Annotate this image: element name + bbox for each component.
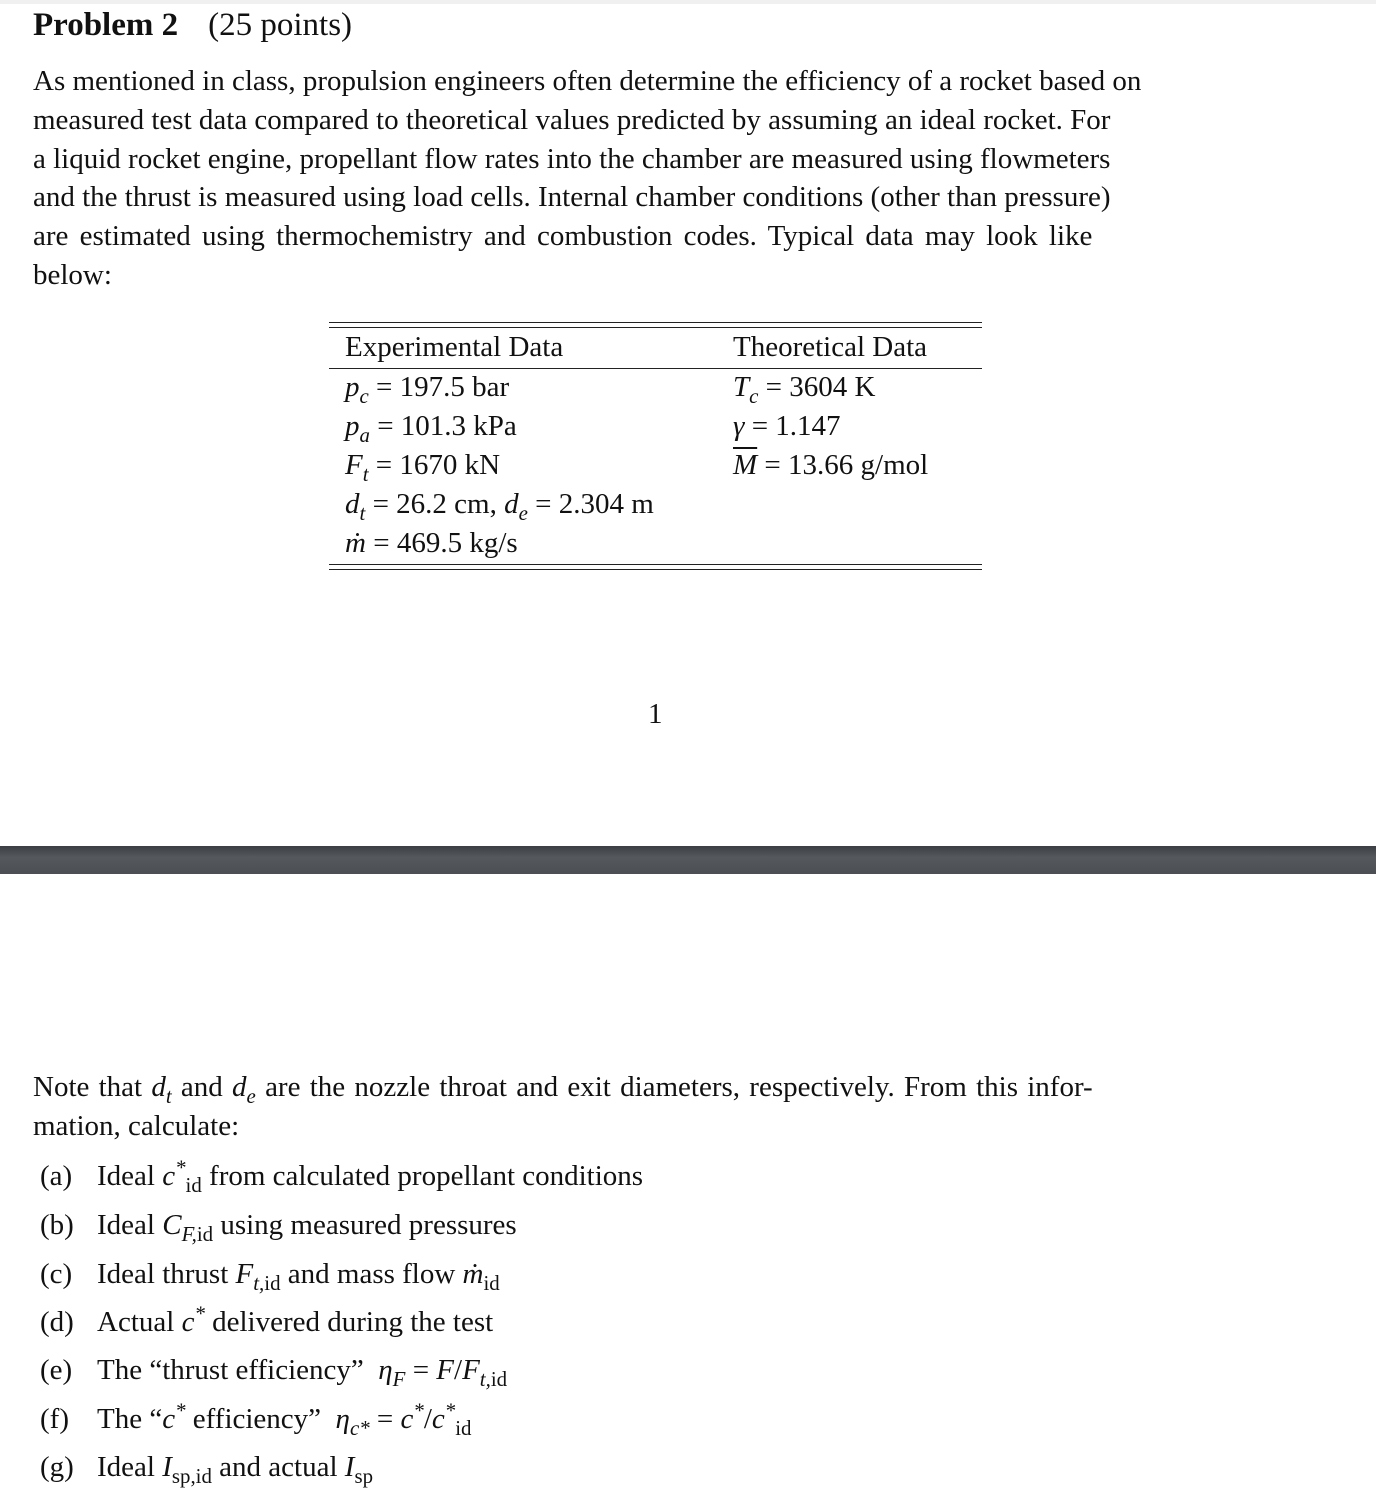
note-line: Note that $d_t$ and $d_e$ are the nozzle throat and exit diameters, respectively. From this infor- — [33, 1071, 1093, 1108]
page-divider — [0, 846, 1376, 874]
throat-diameter-value: 26.2 cm — [396, 488, 490, 520]
item-text: The “thrust efficiency” — [97, 1354, 364, 1386]
note-paragraph — [33, 1068, 1278, 1146]
question-item: (f) The “c* efficiency” $\eta_{c*} = c^*/c^*_{id}$ — [40, 1398, 472, 1440]
intro-line: are estimated using thermochemistry and combustion codes. Typical data may look like — [33, 220, 1093, 253]
item-label: (c) — [40, 1258, 73, 1290]
exit-diameter-value: 2.304 m — [558, 488, 654, 520]
question-item: (e) The “thrust efficiency” $\eta_F = F/F_{t,id}$ — [40, 1350, 507, 1390]
item-text: using measured pressures — [220, 1209, 517, 1241]
question-item: (a) Ideal $c^*_{id}$ from calculated propellant conditions — [40, 1155, 644, 1197]
item-text: Ideal thrust — [97, 1258, 229, 1290]
thrust: $F_t = 1670$ kN — [345, 449, 501, 486]
page-number: 1 — [648, 698, 663, 730]
chamber-pressure: $p_c = 197.5$ bar — [345, 371, 510, 408]
table-top-rule — [329, 322, 982, 323]
item-label: (e) — [40, 1354, 73, 1386]
intro-line: measured test data compared to theoretical values predicted by assuming an ideal rocket. For — [33, 103, 1111, 136]
note-text: and — [180, 1071, 223, 1103]
mass-flow-value: 469.5 kg/s — [396, 527, 518, 559]
problem-points: (25 points) — [208, 7, 353, 43]
table-bottom-rule — [329, 569, 982, 570]
item-text: delivered during the test — [212, 1306, 494, 1338]
note-line: mation, calculate: — [33, 1109, 240, 1142]
item-text: efficiency” — [185, 1403, 322, 1435]
ambient-pressure: $p_a = 101.3$ kPa — [345, 410, 517, 447]
intro-paragraph — [33, 62, 1278, 295]
question-item: (b) Ideal $C_{F,id}$ using measured pressures — [40, 1205, 517, 1245]
header-theoretical: Theoretical Data — [733, 331, 928, 363]
intro-line: a liquid rocket engine, propellant flow rates into the chamber are measured using flowmeters — [33, 142, 1111, 175]
item-label: (b) — [40, 1209, 74, 1241]
item-text: The “ — [97, 1403, 163, 1435]
item-text: and mass flow — [287, 1258, 456, 1290]
intro-line: As mentioned in class, propulsion engineers often determine the efficiency of a rocket based on — [33, 65, 1142, 97]
question-item: (c) Ideal thrust $F_{t,id}$ and mass flow $ṁ_{id}$ — [40, 1254, 500, 1294]
problem-heading — [33, 4, 352, 46]
item-text: Ideal — [97, 1209, 155, 1241]
problem-number: Problem 2 — [33, 7, 179, 43]
intro-line: below: — [33, 258, 112, 291]
thrust-value: 1670 kN — [399, 449, 501, 481]
ambient-pressure-value: 101.3 kPa — [400, 410, 517, 442]
chamber-pressure-value: 197.5 bar — [399, 371, 510, 403]
item-text: and actual — [219, 1451, 338, 1483]
table-bottom-rule — [329, 564, 982, 565]
chamber-temperature-value: 3604 K — [789, 371, 876, 403]
intro-line: and the thrust is measured using load cells. Internal chamber conditions (other than pressure) — [33, 181, 1111, 214]
item-label: (d) — [40, 1306, 74, 1338]
chamber-temperature: $T_c = 3604$ K — [733, 371, 876, 408]
gamma: γ = 1.147 — [733, 410, 841, 442]
data-table — [329, 322, 982, 570]
item-text: Actual — [97, 1306, 175, 1338]
question-item: (g) Ideal $I_{sp,id}$ and actual $I_{sp}$ — [40, 1447, 373, 1487]
item-text: Ideal — [97, 1451, 155, 1483]
mass-flow: ṁ = 469.5 kg/s — [345, 527, 518, 559]
item-label: (a) — [40, 1160, 73, 1192]
item-label: (g) — [40, 1451, 74, 1483]
note-text: Note that — [33, 1071, 143, 1103]
item-label: (f) — [40, 1403, 69, 1435]
molar-mass: $\overline{M} = 13.66$ g/mol — [733, 449, 929, 481]
item-text: Ideal — [97, 1160, 155, 1192]
question-item: (d) Actual c* delivered during the test — [40, 1302, 493, 1342]
molar-mass-value: 13.66 g/mol — [788, 449, 929, 481]
item-text: from calculated propellant conditions — [209, 1160, 644, 1192]
header-experimental: Experimental Data — [345, 331, 564, 363]
note-text: are the nozzle throat and exit diameters, respectively. From this infor- — [265, 1071, 1093, 1103]
gamma-value: 1.147 — [775, 410, 841, 442]
diameters: $d_t = 26.2$ cm, $d_e = 2.304$ m — [345, 488, 654, 525]
